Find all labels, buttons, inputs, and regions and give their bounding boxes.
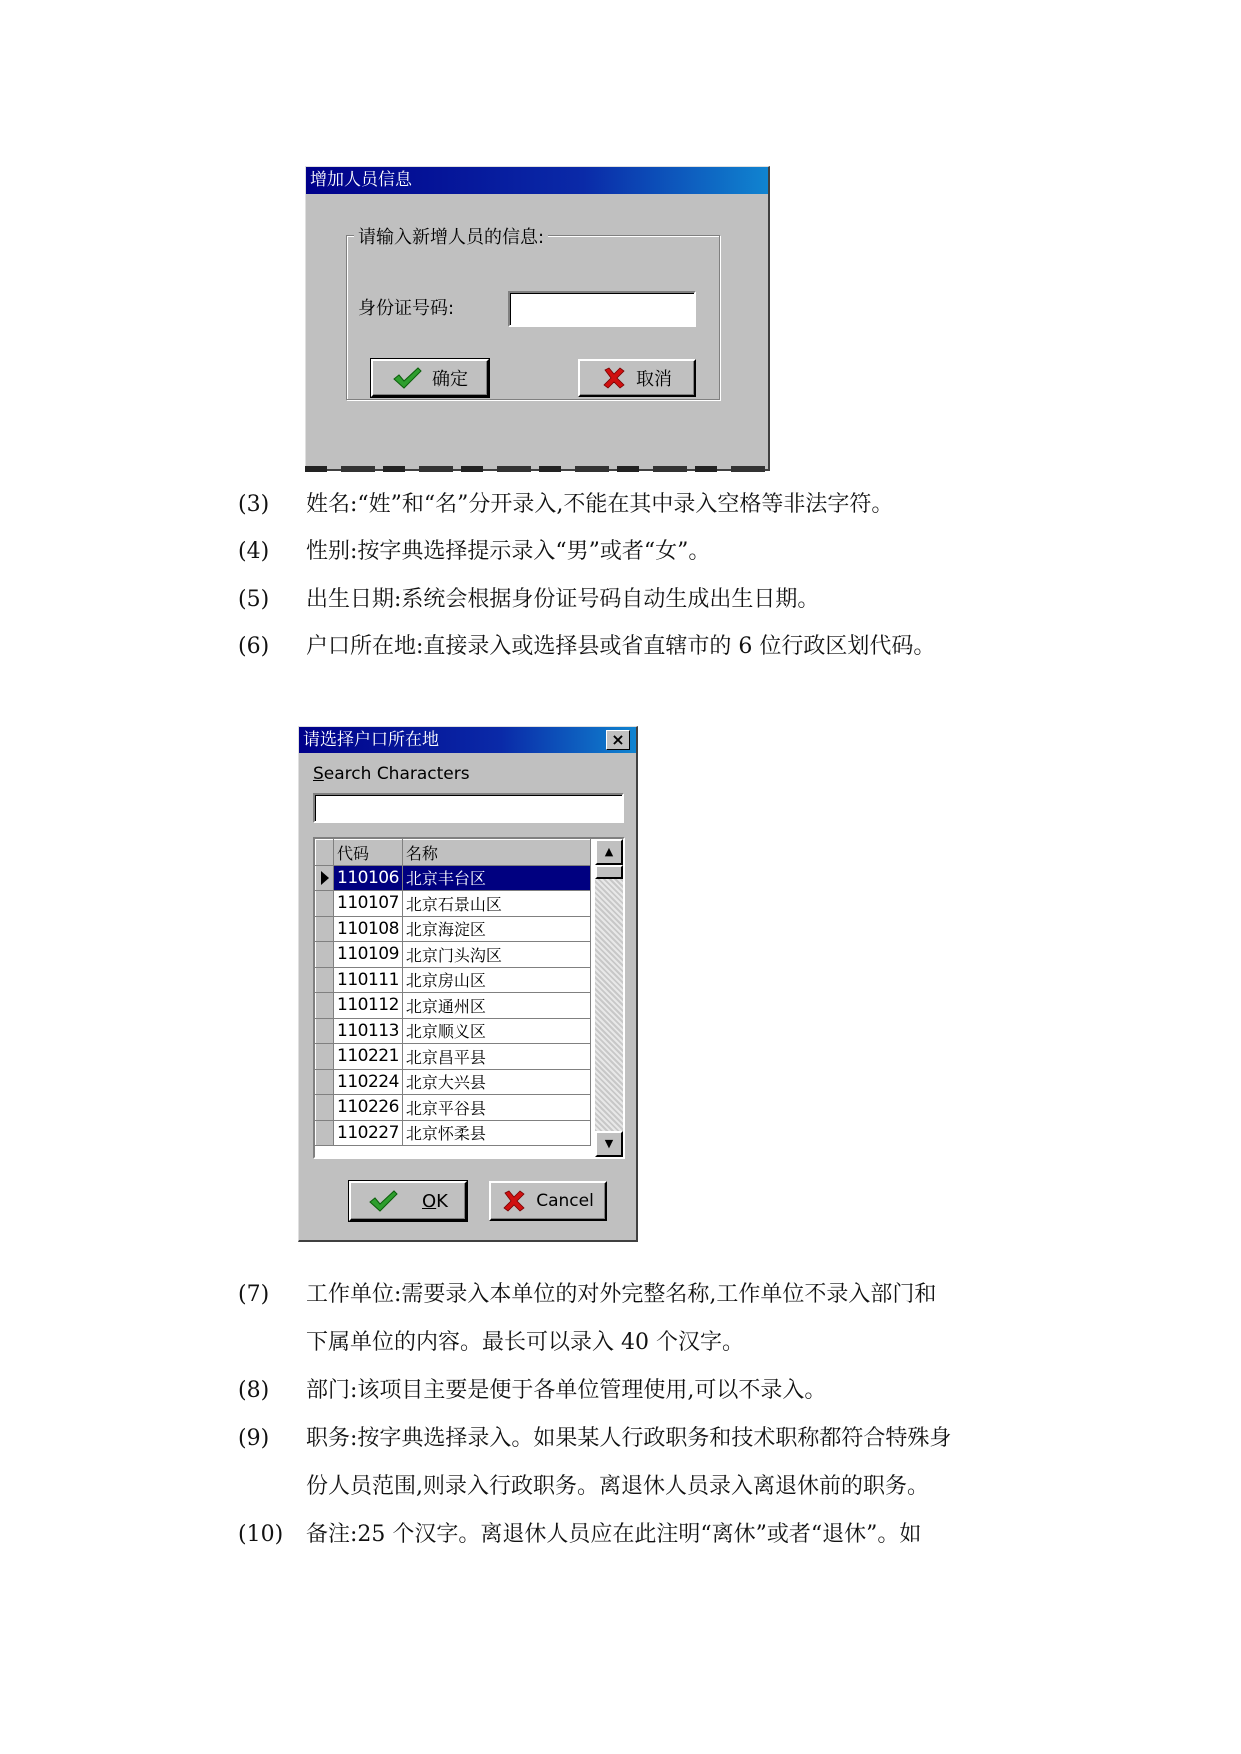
- row-indicator[interactable]: [316, 891, 334, 917]
- row-indicator[interactable]: [316, 1018, 334, 1044]
- cell-code[interactable]: 110221: [334, 1044, 403, 1070]
- cross-icon: [602, 366, 626, 390]
- cancel-button[interactable]: [489, 1181, 607, 1221]
- row-indicator[interactable]: [316, 865, 334, 891]
- table-row[interactable]: [316, 1018, 591, 1044]
- cell-name[interactable]: 北京平谷县: [402, 1095, 590, 1121]
- item-text: 备注:25 个汉字。离退休人员应在此注明“离休”或者“退休”。如: [306, 1522, 922, 1547]
- row-indicator[interactable]: [316, 916, 334, 942]
- item-text: 出生日期:系统会根据身份证号码自动生成出生日期。: [306, 587, 820, 612]
- search-label: [313, 764, 470, 784]
- item-text: 性别:按字典选择提示录入“男”或者“女”。: [306, 539, 711, 564]
- cell-name[interactable]: 北京丰台区: [402, 865, 590, 891]
- item-text: 户口所在地:直接录入或选择县或省直辖市的 6 位行政区划代码。: [306, 634, 936, 659]
- location-table: [315, 839, 591, 1146]
- screenshot-cut-edge: [305, 466, 770, 472]
- item-text: 部门:该项目主要是便于各单位管理使用,可以不录入。: [306, 1378, 827, 1403]
- table-row[interactable]: [316, 1120, 591, 1146]
- add-person-dialog: [305, 166, 770, 471]
- select-location-dialog: [298, 726, 638, 1242]
- table-row[interactable]: [316, 942, 591, 968]
- cancel-button[interactable]: [578, 359, 696, 397]
- cell-name[interactable]: 北京通州区: [402, 993, 590, 1019]
- paragraph-5: [238, 585, 819, 615]
- cell-code[interactable]: 110112: [334, 993, 403, 1019]
- column-header-name[interactable]: 名称: [402, 840, 590, 866]
- id-number-label: 身份证号码:: [358, 298, 455, 319]
- ok-label: OK: [422, 1190, 448, 1212]
- vertical-scrollbar[interactable]: [595, 839, 623, 1157]
- cell-name[interactable]: 北京大兴县: [402, 1069, 590, 1095]
- cell-code[interactable]: 110106: [334, 865, 403, 891]
- row-indicator[interactable]: [316, 1069, 334, 1095]
- cell-code[interactable]: 110224: [334, 1069, 403, 1095]
- groupbox-label: 请输入新增人员的信息:: [354, 223, 548, 249]
- table-row[interactable]: [316, 891, 591, 917]
- close-button[interactable]: ×: [606, 730, 630, 750]
- indicator-header: [316, 840, 334, 866]
- row-indicator[interactable]: [316, 942, 334, 968]
- scroll-down-button[interactable]: ▼: [595, 1131, 623, 1157]
- row-indicator[interactable]: [316, 993, 334, 1019]
- cell-name[interactable]: 北京昌平县: [402, 1044, 590, 1070]
- table-header-row: [316, 840, 591, 866]
- paragraph-4: [238, 537, 710, 567]
- cell-name[interactable]: 北京顺义区: [402, 1018, 590, 1044]
- search-label-mnemonic: S: [313, 764, 324, 784]
- cell-name[interactable]: 北京石景山区: [402, 891, 590, 917]
- item-number: (5): [238, 587, 270, 612]
- check-icon: [392, 366, 422, 390]
- table-body: [316, 865, 591, 1146]
- paragraph-9: [238, 1424, 951, 1454]
- cell-name[interactable]: 北京海淀区: [402, 916, 590, 942]
- table-row[interactable]: [316, 967, 591, 993]
- cancel-label: 取消: [636, 369, 672, 390]
- paragraph-10: [238, 1520, 921, 1550]
- row-indicator[interactable]: [316, 1044, 334, 1070]
- cancel-label: Cancel: [536, 1191, 594, 1211]
- item-text: 职务:按字典选择录入。如果某人行政职务和技术职称都符合特殊身: [306, 1426, 952, 1451]
- cell-code[interactable]: 110111: [334, 967, 403, 993]
- item-number: (10): [238, 1522, 284, 1547]
- current-row-arrow-icon: [321, 871, 329, 885]
- table-row[interactable]: [316, 1044, 591, 1070]
- cell-code[interactable]: 110113: [334, 1018, 403, 1044]
- cell-code[interactable]: 110226: [334, 1095, 403, 1121]
- cell-code[interactable]: 110108: [334, 916, 403, 942]
- paragraph-7: [238, 1280, 936, 1310]
- table-row[interactable]: [316, 1095, 591, 1121]
- dialog-title: 增加人员信息: [306, 167, 768, 194]
- paragraph-7-continuation: 下属单位的内容。最长可以录入 40 个汉字。: [306, 1330, 744, 1355]
- item-number: (9): [238, 1426, 270, 1451]
- paragraph-3: [238, 490, 893, 520]
- cell-code[interactable]: 110109: [334, 942, 403, 968]
- paragraph-6: [238, 632, 935, 662]
- cell-code[interactable]: 110227: [334, 1120, 403, 1146]
- cell-name[interactable]: 北京房山区: [402, 967, 590, 993]
- item-number: (8): [238, 1378, 270, 1403]
- check-icon: [368, 1189, 398, 1213]
- item-number: (4): [238, 539, 270, 564]
- table-row[interactable]: [316, 865, 591, 891]
- id-number-input[interactable]: [508, 291, 696, 327]
- cell-name[interactable]: 北京怀柔县: [402, 1120, 590, 1146]
- table-row[interactable]: [316, 993, 591, 1019]
- cross-icon: [502, 1189, 526, 1213]
- confirm-label: 确定: [432, 369, 468, 390]
- dialog-title: 请选择户口所在地: [299, 727, 636, 753]
- cell-code[interactable]: 110107: [334, 891, 403, 917]
- column-header-code[interactable]: 代码: [334, 840, 403, 866]
- search-label-text: earch Characters: [323, 764, 470, 784]
- item-text: 工作单位:需要录入本单位的对外完整名称,工作单位不录入部门和: [306, 1282, 937, 1307]
- table-row[interactable]: [316, 1069, 591, 1095]
- cell-name[interactable]: 北京门头沟区: [402, 942, 590, 968]
- row-indicator[interactable]: [316, 967, 334, 993]
- row-indicator[interactable]: [316, 1120, 334, 1146]
- confirm-button[interactable]: [371, 359, 489, 397]
- table-row[interactable]: [316, 916, 591, 942]
- row-indicator[interactable]: [316, 1095, 334, 1121]
- scroll-up-button[interactable]: ▲: [595, 839, 623, 865]
- search-input[interactable]: [313, 793, 624, 823]
- paragraph-8: [238, 1376, 826, 1406]
- ok-button[interactable]: [349, 1181, 467, 1221]
- paragraph-9-continuation: 份人员范围,则录入行政职务。离退休人员录入离退休前的职务。: [306, 1474, 929, 1499]
- item-number: (6): [238, 634, 270, 659]
- item-number: (3): [238, 492, 270, 517]
- item-text: 姓名:“姓”和“名”分开录入,不能在其中录入空格等非法字符。: [306, 492, 894, 517]
- scrollbar-thumb[interactable]: [595, 865, 623, 879]
- ok-mnemonic: O: [422, 1190, 437, 1212]
- location-grid: [313, 837, 625, 1159]
- item-number: (7): [238, 1282, 270, 1307]
